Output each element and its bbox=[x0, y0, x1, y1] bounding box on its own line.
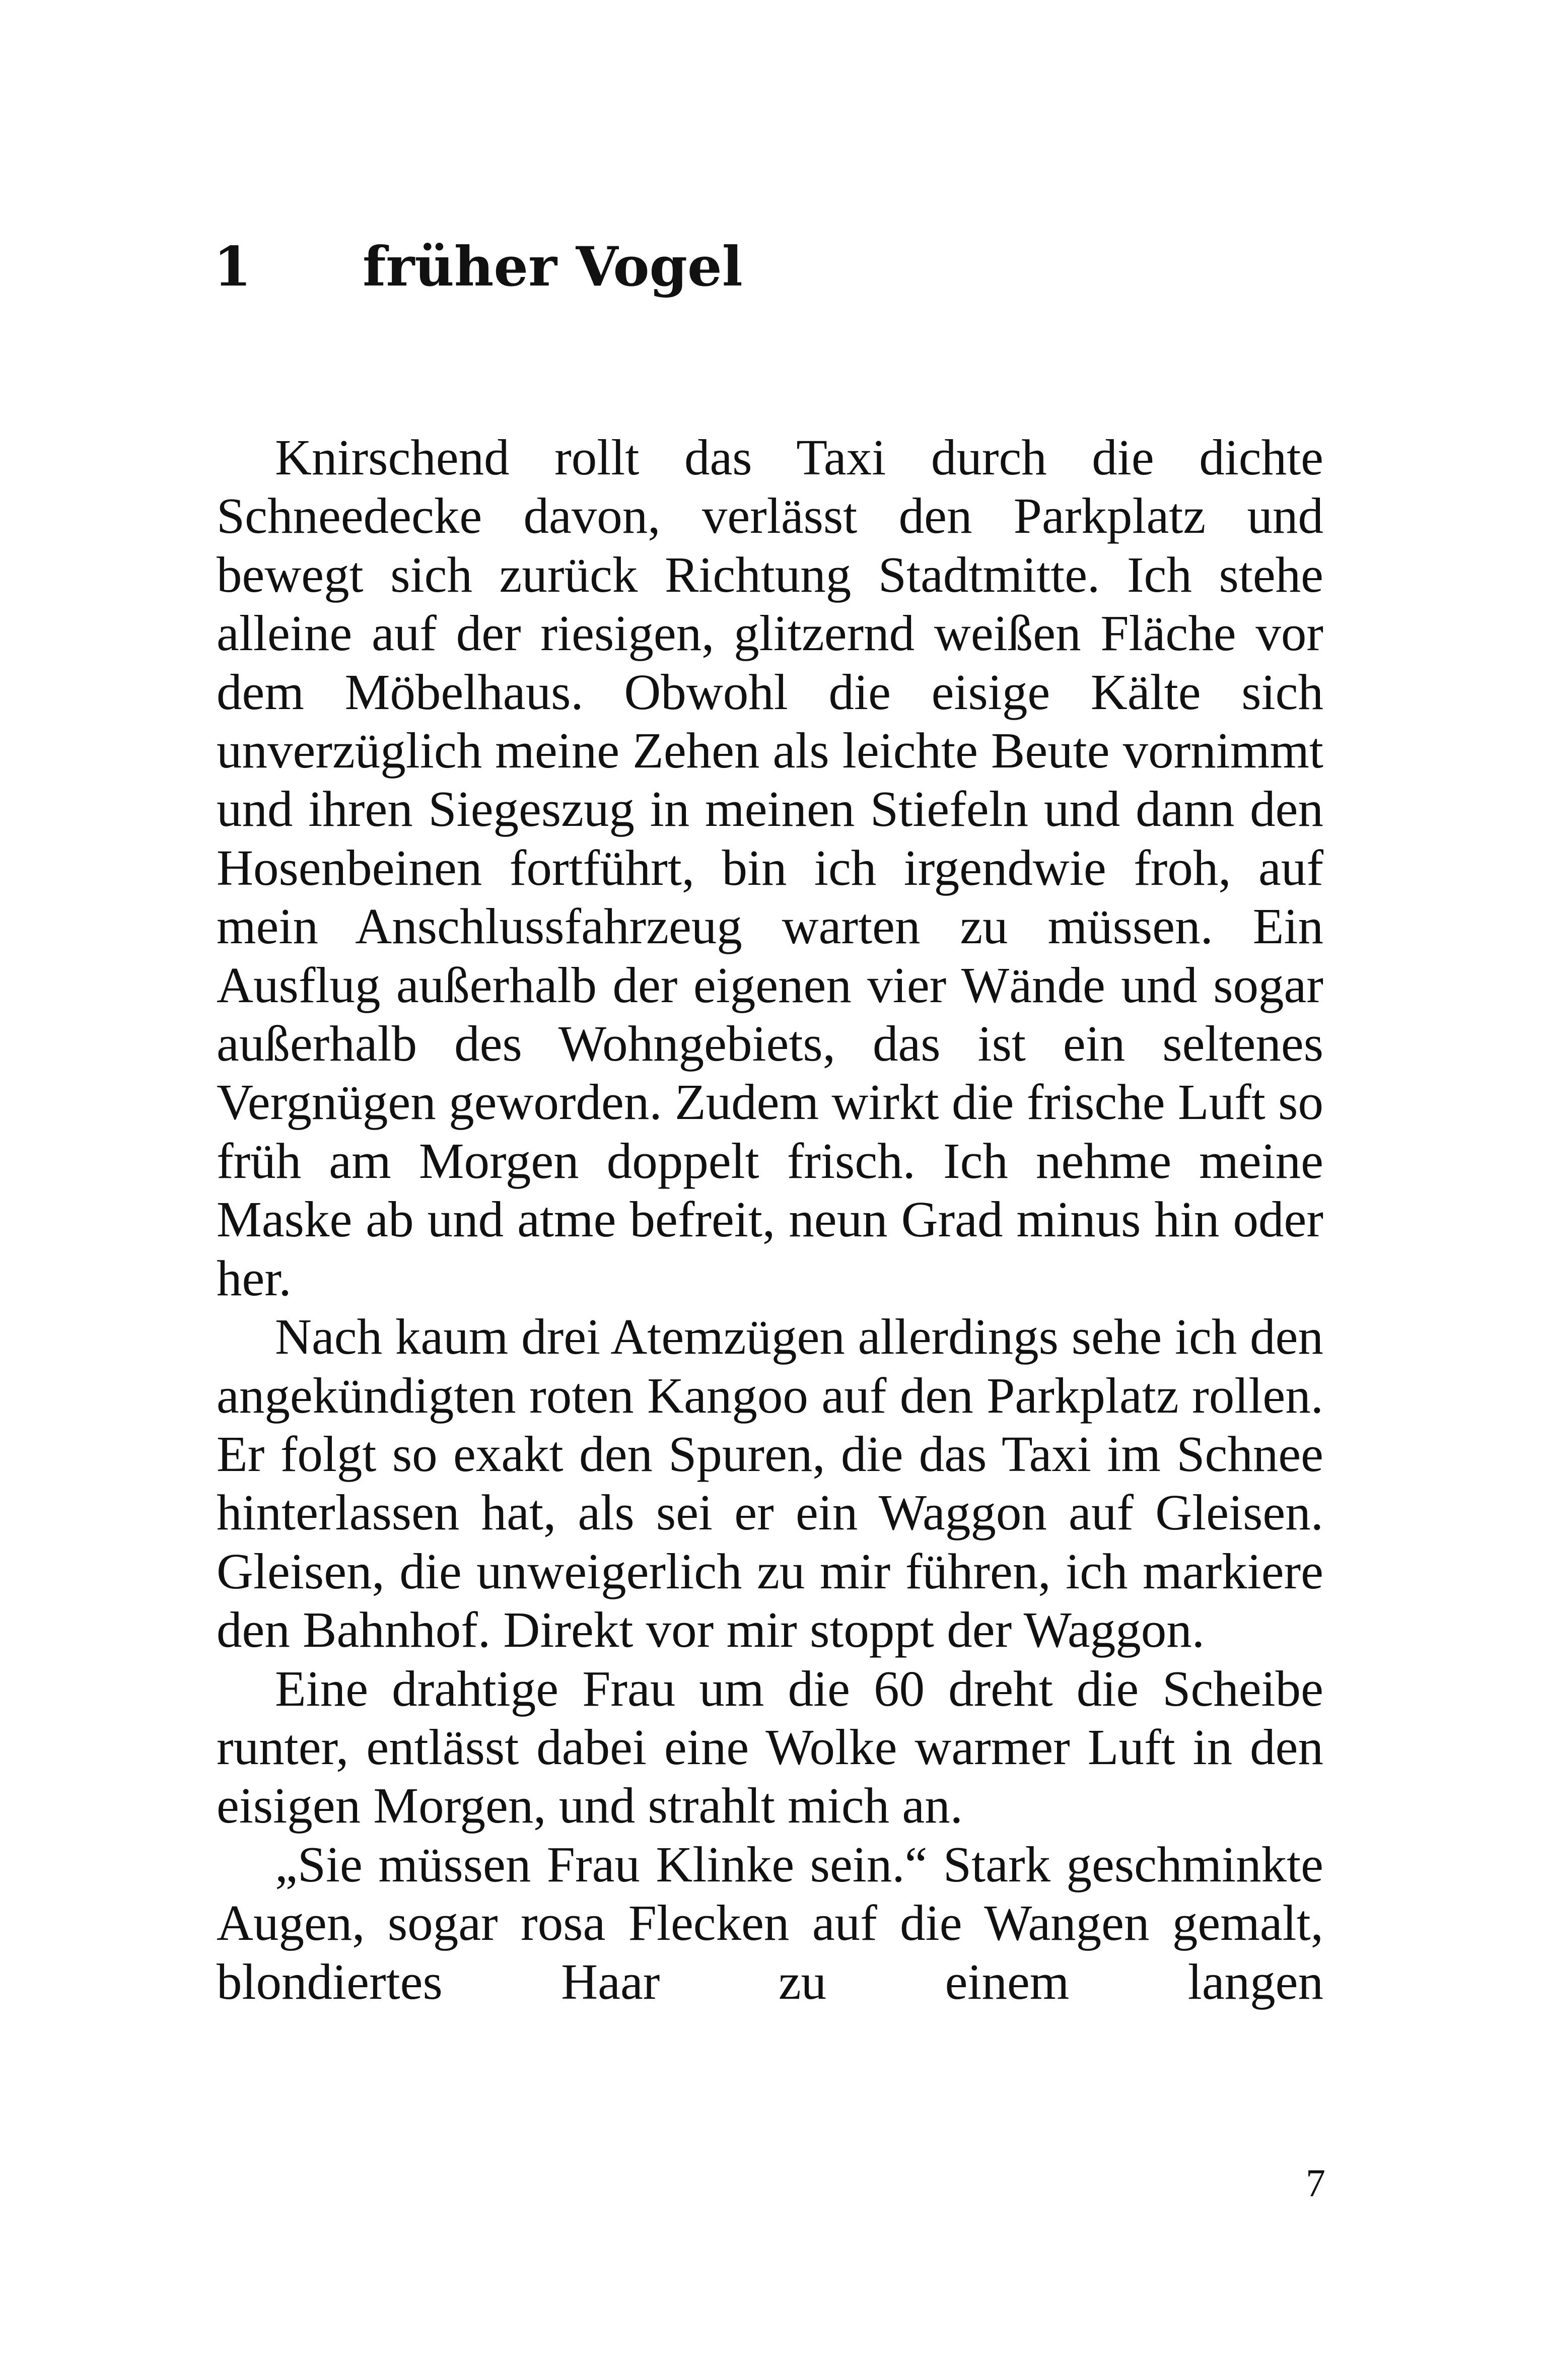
body-text bbox=[217, 428, 1323, 2011]
paragraph: „Sie müssen Frau Klinke sein.“ Stark geschminkte Augen, sogar rosa Flecken auf die Wangen gemalt, blondiertes Haar zu einem langen bbox=[217, 1836, 1323, 2010]
chapter-title: früher Vogel bbox=[363, 235, 743, 299]
paragraph: Eine drahtige Frau um die 60 dreht die Scheibe runter, entlässt dabei eine Wolke warmer Luft in den eisigen Morgen, und strahlt mich an. bbox=[217, 1660, 1323, 1834]
page-number: 7 bbox=[1306, 2161, 1325, 2205]
chapter-heading bbox=[214, 237, 743, 297]
paragraph: Knirschend rollt das Taxi durch die dichte Schneedecke davon, verlässt den Parkplatz und bewegt sich zurück Richtung Stadtmitte. Ich stehe alleine auf der riesigen, glitzernd weißen Fläche vor dem Möbelhaus. Obwohl die eisige Kälte sich unverzüglich meine Zehen als leichte Beute vornimmt und ihren Siegeszug in meinen Stiefeln und dann den Hosenbeinen fortführt, bin ich irgendwie froh, auf mein Anschlussfahrzeug warten zu müssen. Ein Ausflug außerhalb der eigenen vier Wände und sogar außerhalb des Wohngebiets, das ist ein seltenes Vergnügen geworden. Zudem wirkt die frische Luft so früh am Morgen doppelt frisch. Ich nehme meine Maske ab und atme befreit, neun Grad minus hin oder her. bbox=[217, 429, 1323, 1306]
paragraph: Nach kaum drei Atemzügen allerdings sehe ich den angekündigten roten Kangoo auf den Parkplatz rollen. Er folgt so exakt den Spuren, die das Taxi im Schnee hinterlassen hat, als sei er ein Waggon auf Gleisen. Gleisen, die unweigerlich zu mir führen, ich markiere den Bahnhof. Direkt vor mir stoppt der Waggon. bbox=[217, 1308, 1323, 1658]
chapter-number: 1 bbox=[214, 235, 252, 299]
